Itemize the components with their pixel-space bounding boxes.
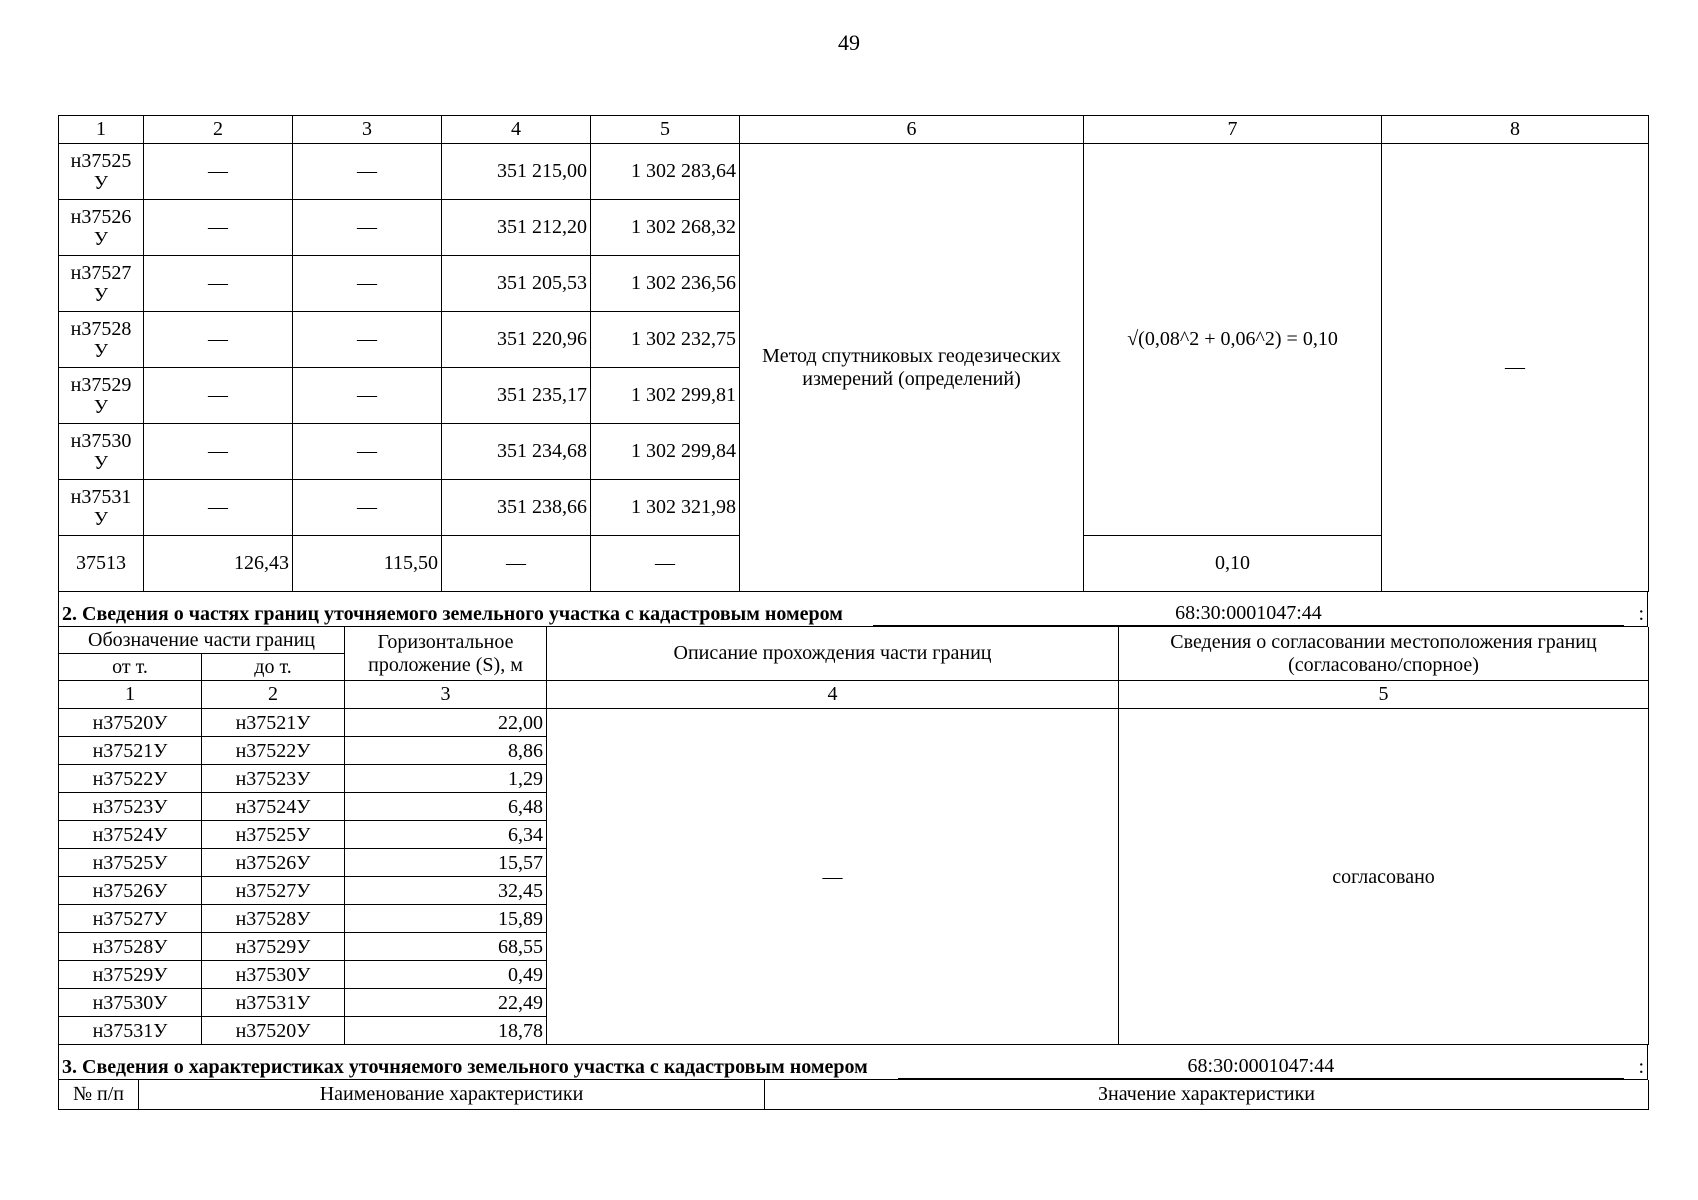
cell: —	[293, 368, 442, 424]
method-cell: Метод спутниковых геодезических измерений (определений)	[740, 144, 1084, 592]
header-agreement: Сведения о согласовании местоположения границ (согласовано/спорное)	[1119, 627, 1649, 681]
section-3-caption: 3. Сведения о характеристиках уточняемого земельного участка с кадастровым номером	[62, 1056, 868, 1078]
col-number: 5	[1119, 681, 1649, 709]
length: 1,29	[345, 765, 547, 793]
cell: 115,50	[293, 536, 442, 592]
col-header: 1	[59, 116, 144, 144]
col-number: 2	[202, 681, 345, 709]
col-number: 3	[345, 681, 547, 709]
header-name: Наименование характеристики	[139, 1080, 765, 1110]
header-length: Горизонтальное проложение (S), м	[345, 627, 547, 681]
to-point: н37530У	[202, 961, 345, 989]
section-2-caption: 2. Сведения о частях границ уточняемого земельного участка с кадастровым номером	[62, 603, 843, 625]
to-point: н37527У	[202, 877, 345, 905]
col-header: 6	[740, 116, 1084, 144]
document-frame	[58, 115, 1648, 1110]
to-point: н37531У	[202, 989, 345, 1017]
col-header: 8	[1382, 116, 1649, 144]
section-2-cadastral-number: 68:30:0001047:44	[873, 601, 1624, 626]
cell: —	[293, 144, 442, 200]
length: 15,89	[345, 905, 547, 933]
point-id: н37528 У	[59, 312, 144, 368]
from-point: н37531У	[59, 1017, 202, 1045]
header-description: Описание прохождения части границ	[547, 627, 1119, 681]
point-id: н37530 У	[59, 424, 144, 480]
col-header: 2	[144, 116, 293, 144]
cell: —	[293, 480, 442, 536]
col-header: 7	[1084, 116, 1382, 144]
cell: —	[293, 312, 442, 368]
cell: —	[144, 312, 293, 368]
cell: —	[144, 256, 293, 312]
length: 0,49	[345, 961, 547, 989]
header-number: № п/п	[59, 1080, 139, 1110]
col-header: 5	[591, 116, 740, 144]
coord-y: 1 302 299,81	[591, 368, 740, 424]
header-from: от т.	[59, 654, 202, 681]
column-number-row	[59, 681, 1649, 709]
col-number: 1	[59, 681, 202, 709]
section-3-colon: :	[1638, 1056, 1644, 1078]
accuracy-cell: √(0,08^2 + 0,06^2) = 0,10	[1084, 144, 1382, 536]
coord-x: 351 215,00	[442, 144, 591, 200]
from-point: н37526У	[59, 877, 202, 905]
boundary-parts-table	[58, 627, 1649, 1045]
from-point: н37523У	[59, 793, 202, 821]
length: 18,78	[345, 1017, 547, 1045]
coord-x: 351 212,20	[442, 200, 591, 256]
page-number: 49	[838, 30, 860, 55]
header-value: Значение характеристики	[765, 1080, 1649, 1110]
header-row	[59, 1080, 1649, 1110]
section-2-heading	[58, 592, 1648, 627]
table-row	[59, 709, 1649, 737]
length: 6,34	[345, 821, 547, 849]
from-point: н37527У	[59, 905, 202, 933]
description-cell: —	[547, 709, 1119, 1045]
col-header: 4	[442, 116, 591, 144]
length: 6,48	[345, 793, 547, 821]
to-point: н37526У	[202, 849, 345, 877]
coord-y: 1 302 299,84	[591, 424, 740, 480]
from-point: н37520У	[59, 709, 202, 737]
length: 8,86	[345, 737, 547, 765]
length: 15,57	[345, 849, 547, 877]
length: 22,00	[345, 709, 547, 737]
point-id: 37513	[59, 536, 144, 592]
length: 32,45	[345, 877, 547, 905]
header-row	[59, 627, 1649, 654]
point-id: н37527 У	[59, 256, 144, 312]
coord-x: 351 205,53	[442, 256, 591, 312]
section-2-colon: :	[1638, 603, 1644, 625]
length: 22,49	[345, 989, 547, 1017]
to-point: н37522У	[202, 737, 345, 765]
from-point: н37528У	[59, 933, 202, 961]
coord-x: 351 238,66	[442, 480, 591, 536]
point-id: н37526 У	[59, 200, 144, 256]
point-id: н37531 У	[59, 480, 144, 536]
section-3-cadastral-number: 68:30:0001047:44	[898, 1054, 1624, 1079]
points-table	[58, 115, 1649, 592]
coord-y: 1 302 232,75	[591, 312, 740, 368]
to-point: н37521У	[202, 709, 345, 737]
cell: —	[144, 368, 293, 424]
coord-y: —	[591, 536, 740, 592]
accuracy-cell: 0,10	[1084, 536, 1382, 592]
table-row	[59, 144, 1649, 200]
from-point: н37522У	[59, 765, 202, 793]
to-point: н37525У	[202, 821, 345, 849]
coord-y: 1 302 321,98	[591, 480, 740, 536]
cell: —	[293, 424, 442, 480]
cell: 126,43	[144, 536, 293, 592]
coord-x: 351 235,17	[442, 368, 591, 424]
cell: —	[293, 200, 442, 256]
cell: —	[144, 200, 293, 256]
coord-y: 1 302 236,56	[591, 256, 740, 312]
to-point: н37524У	[202, 793, 345, 821]
coord-x: 351 220,96	[442, 312, 591, 368]
cell: —	[144, 480, 293, 536]
agreement-cell: согласовано	[1119, 709, 1649, 1045]
header-part: Обозначение части границ	[59, 627, 345, 654]
from-point: н37524У	[59, 821, 202, 849]
to-point: н37523У	[202, 765, 345, 793]
col8-cell: —	[1382, 144, 1649, 592]
point-id: н37529 У	[59, 368, 144, 424]
header-to: до т.	[202, 654, 345, 681]
from-point: н37521У	[59, 737, 202, 765]
from-point: н37529У	[59, 961, 202, 989]
cell: —	[144, 424, 293, 480]
characteristics-table	[58, 1080, 1649, 1110]
length: 68,55	[345, 933, 547, 961]
coord-y: 1 302 268,32	[591, 200, 740, 256]
cell: —	[144, 144, 293, 200]
to-point: н37528У	[202, 905, 345, 933]
from-point: н37525У	[59, 849, 202, 877]
coord-x: 351 234,68	[442, 424, 591, 480]
point-id: н37525 У	[59, 144, 144, 200]
col-number: 4	[547, 681, 1119, 709]
coord-x: —	[442, 536, 591, 592]
col-header: 3	[293, 116, 442, 144]
coord-y: 1 302 283,64	[591, 144, 740, 200]
to-point: н37529У	[202, 933, 345, 961]
to-point: н37520У	[202, 1017, 345, 1045]
from-point: н37530У	[59, 989, 202, 1017]
cell: —	[293, 256, 442, 312]
section-3-heading	[58, 1045, 1648, 1080]
points-header-row	[59, 116, 1649, 144]
